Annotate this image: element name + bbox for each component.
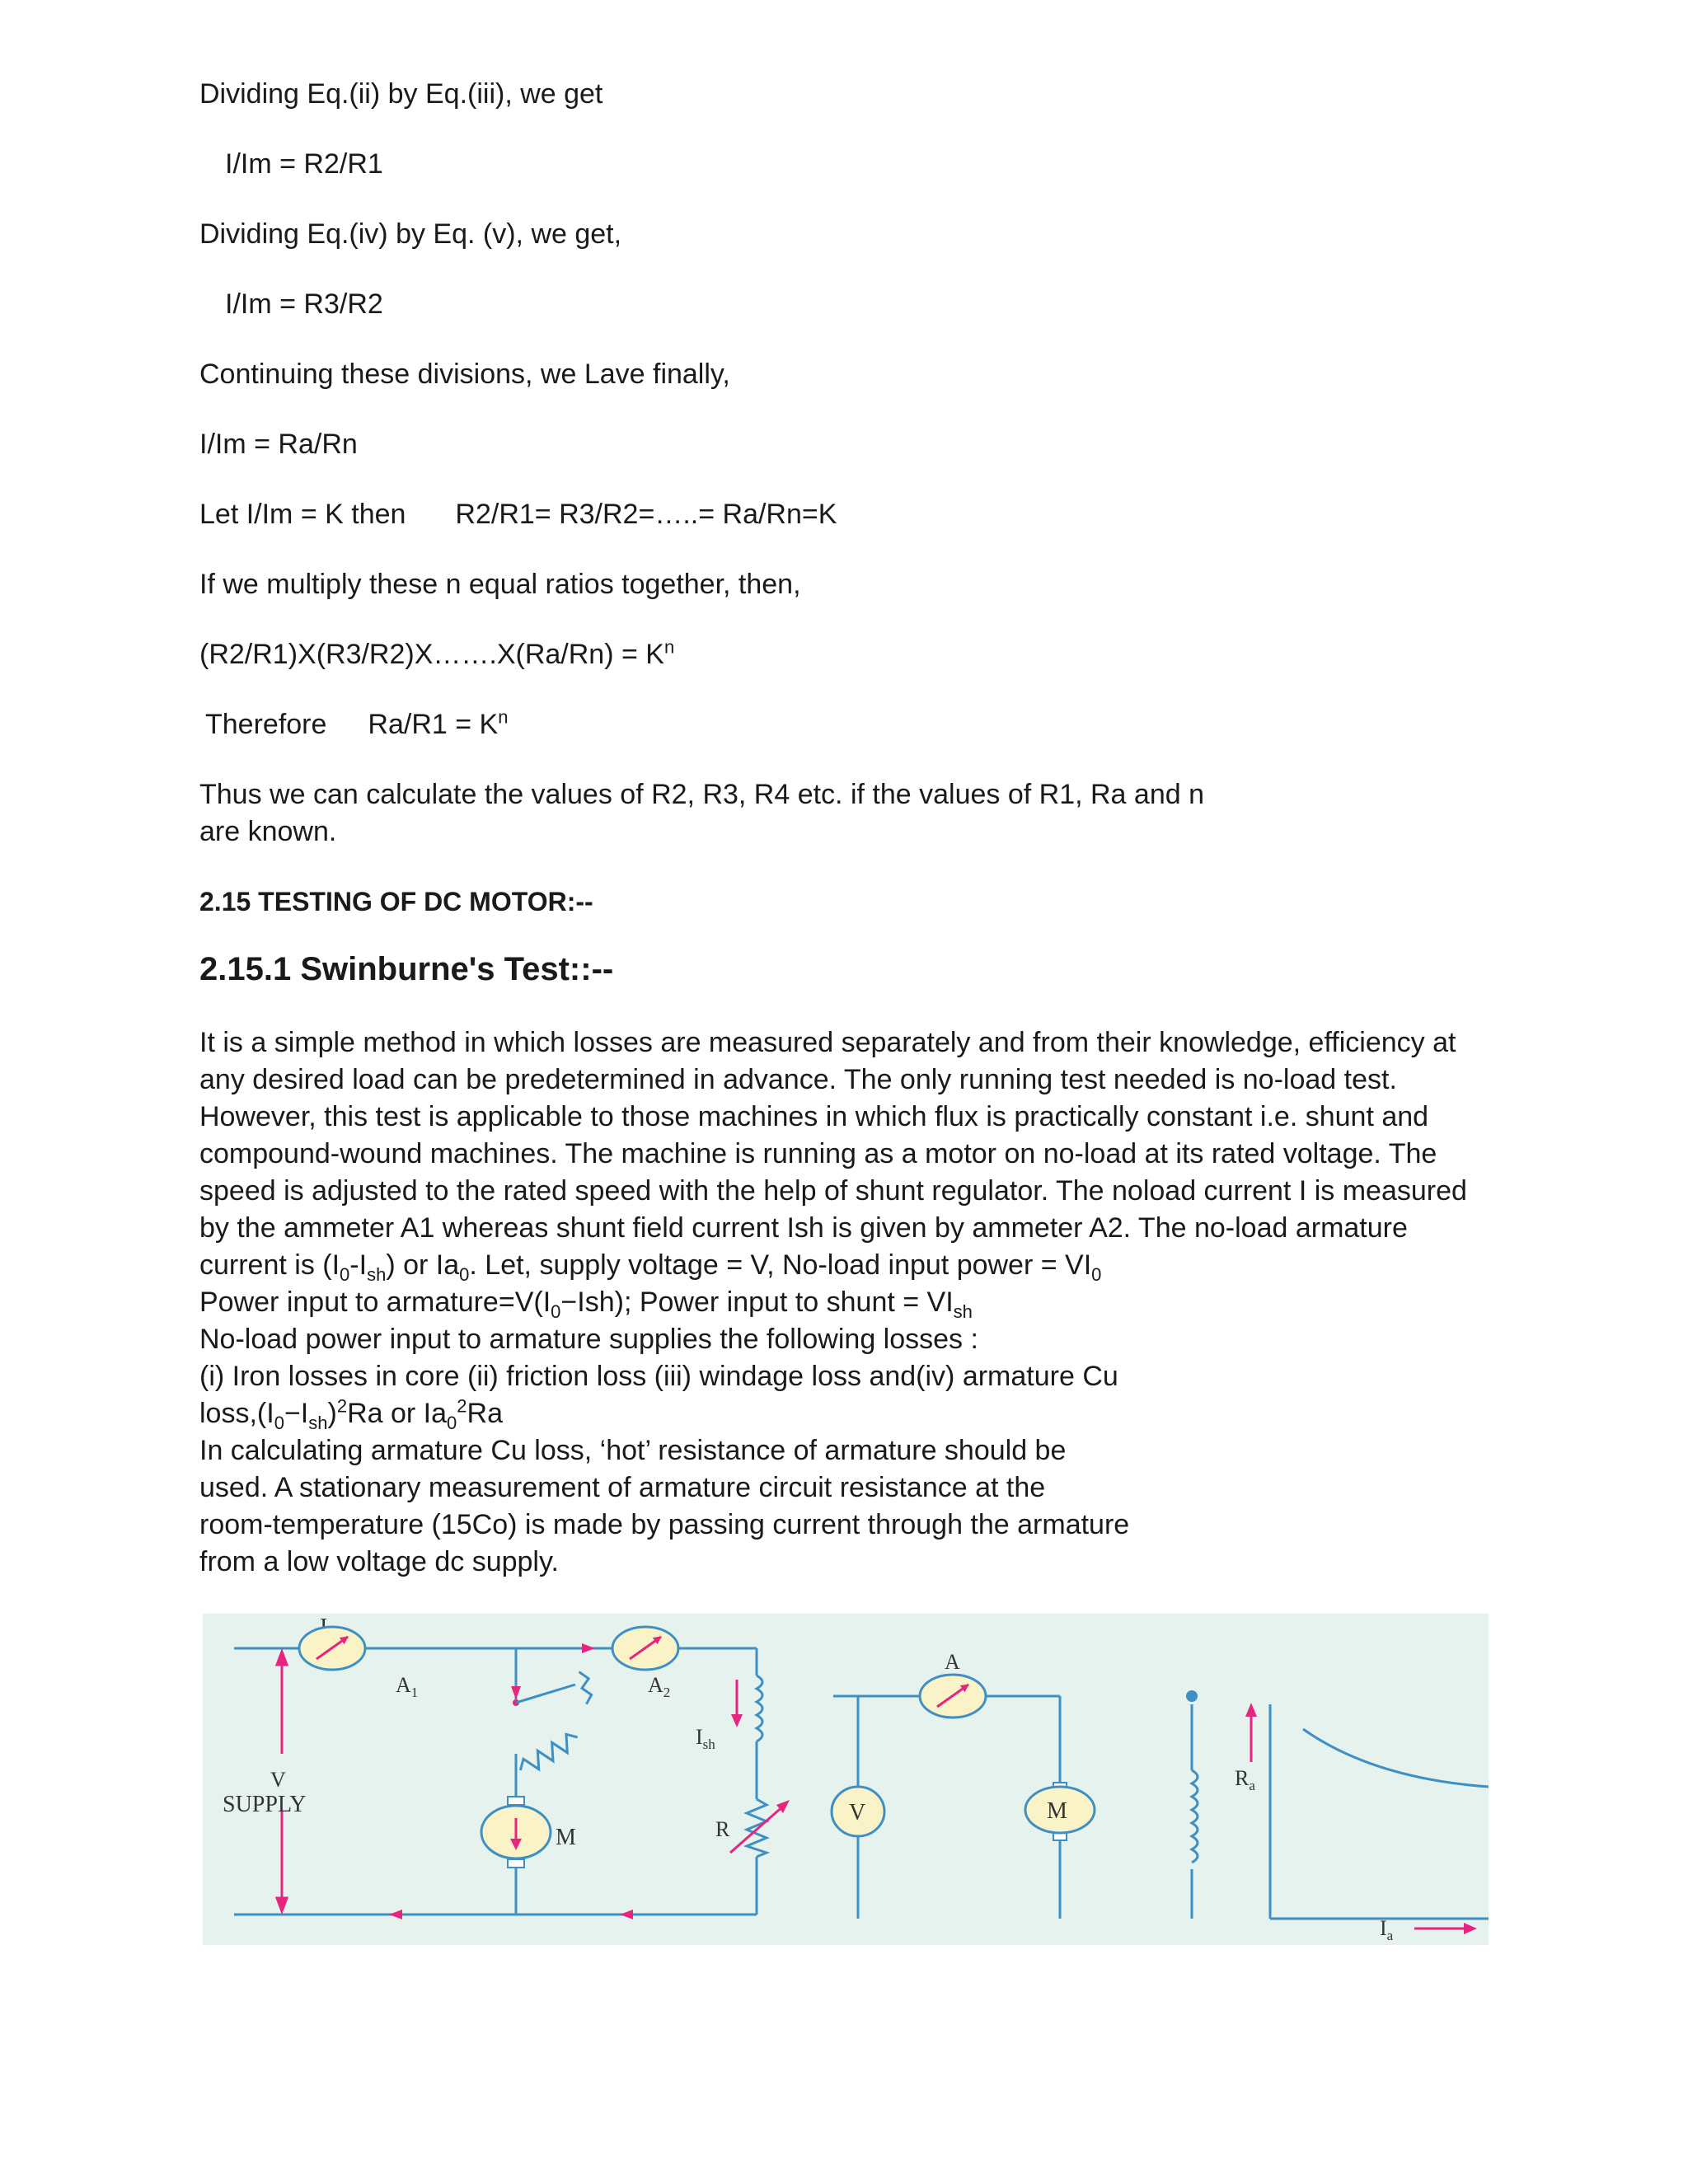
equation-part: R2/R1= R3/R2=…..= Ra/Rn=K [455, 499, 837, 530]
subscript: sh [308, 1412, 328, 1433]
paragraph-line: No-load power input to armature supplies the following losses : [199, 1324, 978, 1355]
subscript: 0 [459, 1263, 470, 1285]
superscript: n [663, 636, 675, 658]
text-part: loss,(I [199, 1398, 274, 1429]
subsection-heading: 2.15.1 Swinburne's Test::-- [199, 951, 614, 987]
label-a2: $A_2$ [648, 1673, 671, 1700]
label-ra: $R_a$ [1235, 1766, 1255, 1793]
text-part: -I [349, 1249, 368, 1281]
subscript: 0 [447, 1412, 457, 1433]
ammeter-a2-icon [612, 1627, 678, 1670]
label-v: V [270, 1768, 286, 1792]
text-part: . Let, supply voltage = V, No-load input power = VI [469, 1249, 1092, 1281]
paragraph-line: from a low voltage dc supply. [199, 1546, 559, 1577]
paragraph-line: In calculating armature Cu loss, ‘hot’ resistance of armature should be [199, 1435, 1067, 1466]
subscript: 0 [1091, 1263, 1102, 1285]
paragraph-line: by the ammeter A1 whereas shunt field current Ish is given by ammeter A2. The no-load armature [199, 1212, 1408, 1244]
equation-part: Let I/Im = K then [199, 499, 406, 530]
equation-line [199, 636, 674, 673]
text-part: ) [327, 1398, 337, 1429]
paragraph-line: used. A stationary measurement of armature circuit resistance at the [199, 1472, 1046, 1503]
label-r: R [715, 1817, 730, 1841]
text-part: ) or Ia [386, 1249, 460, 1281]
subscript: 0 [551, 1301, 561, 1322]
text-part: −I [284, 1398, 309, 1429]
ammeter-a1-icon [299, 1627, 365, 1670]
subscript: sh [367, 1263, 387, 1285]
figure-background [203, 1614, 1489, 1945]
text-line: Dividing Eq.(ii) by Eq.(iii), we get [199, 78, 603, 110]
text-part: Ra [467, 1398, 503, 1429]
equation-line: I/Im = R3/R2 [225, 288, 383, 320]
swinburne-test-circuit-figure [203, 1614, 1489, 1945]
text-line: Thus we can calculate the values of R2, R3, R4 etc. if the values of R1, Ra and n [199, 779, 1204, 810]
label-a: A [945, 1650, 960, 1674]
paragraph-line: speed is adjusted to the rated speed with the help of shunt regulator. The noload current I is measured [199, 1175, 1467, 1207]
ammeter-a-icon [920, 1675, 986, 1718]
label-ish: $I_{sh}$ [696, 1725, 715, 1752]
superscript: n [498, 706, 509, 728]
text-part: Power input to armature=V(I [199, 1286, 551, 1318]
superscript: 2 [336, 1395, 348, 1417]
section-heading: 2.15 TESTING OF DC MOTOR:-- [199, 887, 593, 916]
superscript: 2 [457, 1395, 467, 1417]
equation-part: Therefore [205, 709, 327, 740]
equation-line: I/Im = Ra/Rn [199, 429, 358, 460]
label-v2: V [849, 1800, 866, 1825]
text-part: Ra or Ia [347, 1398, 448, 1429]
subscript: 0 [340, 1263, 350, 1285]
label-a1: $A_1$ [396, 1673, 419, 1700]
subscript: 0 [274, 1412, 284, 1433]
text-line: Dividing Eq.(iv) by Eq. (v), we get, [199, 218, 622, 250]
equation-line [205, 706, 508, 743]
paragraph-line: compound-wound machines. The machine is running as a motor on no-load at its rated voltage. The [199, 1138, 1437, 1169]
label-ia: $I_a$ [1380, 1916, 1394, 1943]
paragraph-line: (i) Iron losses in core (ii) friction loss (iii) windage loss and(iv) armature Cu [199, 1361, 1118, 1392]
text-line: Continuing these divisions, we Lave finally, [199, 359, 730, 390]
text-part: −Ish); Power input to shunt = VI [560, 1286, 954, 1318]
subscript: sh [953, 1301, 973, 1322]
label-m2: M [1047, 1798, 1067, 1824]
paragraph-line [199, 1284, 973, 1321]
equation-line [199, 496, 837, 533]
paragraph-line: any desired load can be predetermined in advance. The only running test needed is no-load test. [199, 1064, 1397, 1095]
paragraph-line [199, 1395, 503, 1432]
paragraph-line [199, 1247, 1101, 1284]
circuit-diagram [203, 1614, 1489, 1945]
equation-part: (R2/R1)X(R3/R2)X…….X(Ra/Rn) = K [199, 639, 664, 670]
text-line: If we multiply these n equal ratios together, then, [199, 569, 801, 600]
paragraph-line: However, this test is applicable to those machines in which flux is practically constant i.e. shunt and [199, 1101, 1429, 1132]
equation-part: Ra/R1 = K [368, 709, 499, 740]
paragraph-line: room-temperature (15Co) is made by passing current through the armature [199, 1509, 1130, 1540]
text-part: current is (I [199, 1249, 340, 1281]
equation-line: I/Im = R2/R1 [225, 148, 383, 180]
label-motor-m: M [556, 1825, 576, 1850]
text-line: are known. [199, 816, 337, 847]
paragraph-line: It is a simple method in which losses are measured separately and from their knowledge, efficiency at [199, 1027, 1456, 1058]
label-supply: SUPPLY [223, 1792, 307, 1817]
